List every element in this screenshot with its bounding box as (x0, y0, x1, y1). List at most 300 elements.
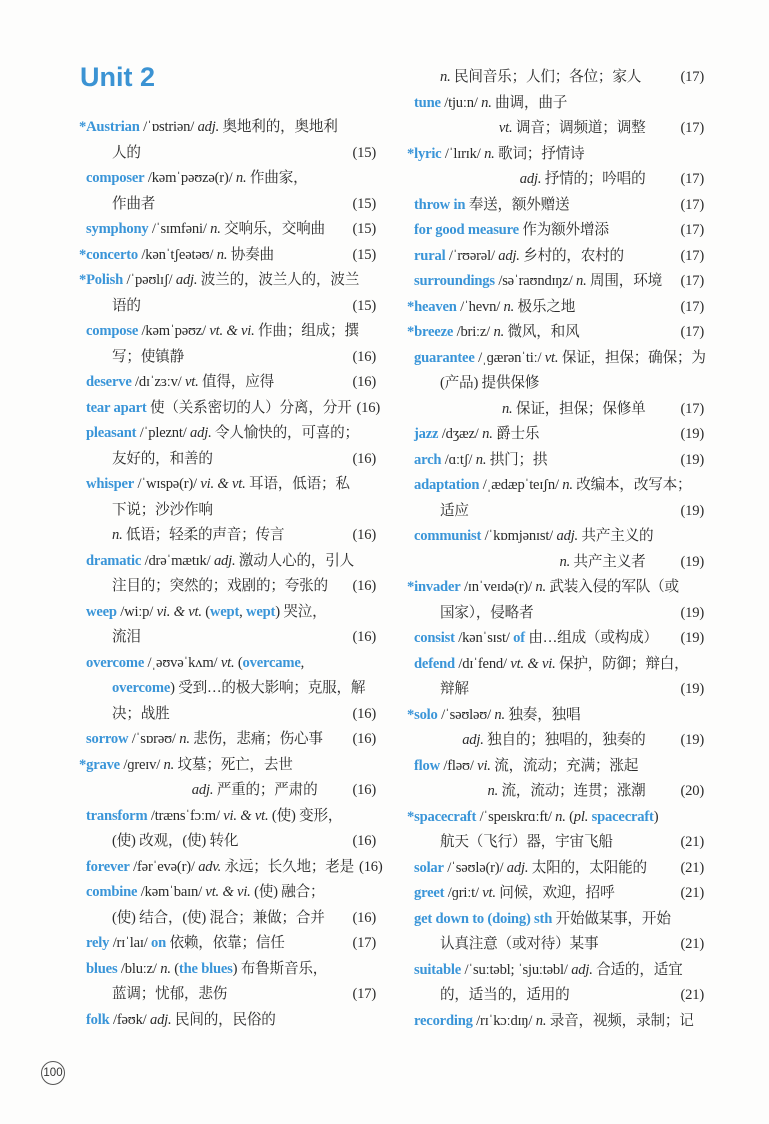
entry-continuation-line (414, 779, 704, 805)
definition-text: 写；使镇静 (112, 348, 184, 365)
entry-line (407, 320, 704, 346)
page-reference: (19) (680, 630, 704, 646)
entry-line (86, 600, 376, 626)
definition-text: 的，适当的，适用的 (440, 987, 570, 1003)
entry-continuation-line (414, 116, 704, 142)
entry-text (414, 958, 683, 984)
definition-text: /ˈlɪrɪk/ (441, 145, 485, 162)
page-reference: (17) (680, 247, 704, 264)
page-reference: (16) (352, 782, 376, 798)
headword: of (513, 630, 525, 646)
part-of-speech: n. (562, 477, 573, 493)
definition-text: /ˈkɒmjənɪst/ (481, 528, 557, 544)
headword: overcome (86, 654, 145, 671)
page-reference: (15) (352, 246, 376, 263)
headword: sorrow (86, 731, 129, 747)
entry-continuation-line (414, 728, 704, 754)
entry-text (414, 193, 569, 219)
definition-text: /kəmˈbaɪn/ (137, 884, 206, 900)
part-of-speech: n. (484, 145, 495, 162)
entry-text (440, 932, 598, 958)
entry-text (112, 702, 170, 728)
part-of-speech: vt. (482, 885, 496, 901)
definition-text: 耳语，低语；私 (245, 476, 350, 492)
page-reference: (19) (680, 502, 704, 519)
entry-continuation-line (86, 829, 376, 855)
page-reference: (16) (352, 909, 376, 926)
page-reference: (17) (352, 935, 376, 951)
page-number: 100 (41, 1061, 65, 1085)
definition-text: 共产主义者 (570, 553, 646, 570)
entry-text (440, 65, 641, 91)
entry-line (79, 115, 376, 141)
definition-text: /rɪˈlaɪ/ (109, 935, 152, 951)
definition-text: 独奏，独唱 (504, 706, 581, 723)
headword: rely (86, 935, 110, 951)
definition-text: /ˈsɒrəʊ/ (128, 731, 180, 747)
entry-line (86, 396, 381, 422)
definition-text: /tjuːn/ (440, 94, 482, 111)
definition-text: ( (201, 603, 210, 620)
entry-text (407, 805, 659, 831)
entry-text (112, 906, 325, 932)
entry-text (112, 345, 184, 371)
entry-continuation-line (414, 983, 704, 1009)
part-of-speech: adj. (213, 552, 236, 569)
definition-text: 交响乐，交响曲 (220, 221, 325, 237)
page-reference: (16) (352, 731, 376, 747)
page-reference: (16) (352, 629, 376, 645)
definition-text: 周围，环境 (586, 273, 662, 289)
entry-continuation-line (414, 167, 704, 193)
entry-text (488, 779, 646, 805)
page-reference: (21) (680, 885, 704, 901)
definition-text: 坟墓；死亡，去世 (174, 756, 293, 773)
definition-text: 独自的；独唱的，独奏的 (483, 732, 646, 748)
part-of-speech: vt. (498, 120, 513, 136)
page-reference: (19) (680, 604, 704, 621)
page-reference: (17) (680, 120, 704, 136)
part-of-speech: n. (555, 808, 566, 825)
definition-text: /ɡriːt/ (444, 885, 483, 901)
page-reference: (17) (680, 171, 704, 187)
part-of-speech: adj. (197, 119, 220, 135)
entry-continuation-line (86, 982, 376, 1008)
entry-line (414, 958, 704, 984)
definition-text: /ɑːtʃ/ (441, 451, 476, 468)
headword: arch (414, 451, 442, 468)
page-reference: (16) (352, 527, 376, 543)
part-of-speech: n. (576, 273, 587, 289)
entry-text (414, 346, 706, 372)
headword: *concerto (79, 246, 138, 263)
definition-text: 依赖，依靠；信任 (166, 935, 285, 951)
part-of-speech: adj. (149, 1011, 172, 1028)
entry-text (407, 703, 581, 729)
part-of-speech: adj. (519, 171, 542, 187)
entry-text (86, 727, 323, 753)
part-of-speech: vi. & vt. (200, 476, 246, 492)
entry-text (414, 269, 662, 295)
definition-text: /ˈhevn/ (456, 298, 504, 315)
entry-text (407, 142, 585, 168)
entry-text (440, 601, 533, 627)
entry-line (407, 295, 704, 321)
definition-text: /ˈspeɪskrɑːft/ (476, 808, 556, 825)
entry-continuation-line (414, 677, 704, 703)
definition-text: 录音，视频，录制；记 (546, 1012, 694, 1029)
headword: get down to (doing) sth (414, 910, 553, 927)
headword: adaptation (414, 477, 480, 493)
part-of-speech: n. (216, 246, 228, 263)
entry-text (414, 218, 609, 244)
definition-text: 使（关系密切的人）分离，分开 (146, 399, 352, 416)
entry-text (86, 880, 324, 906)
headword: *lyric (407, 145, 442, 162)
entry-line (86, 804, 376, 830)
entry-text (86, 217, 325, 243)
entry-line (414, 881, 704, 907)
definition-text: 奉送，额外赠送 (465, 196, 570, 213)
entry-text (414, 881, 614, 907)
headword: wept (246, 603, 276, 620)
entry-text (79, 115, 338, 141)
definition-text: /ˈsuːtəbl; ˈsjuːtəbl/ (461, 961, 572, 978)
entry-line (414, 244, 704, 270)
definition-text: 流，流动；连贯；涨潮 (498, 783, 646, 799)
definition-text: 决；战胜 (112, 705, 170, 722)
part-of-speech: n. (481, 94, 492, 111)
page-reference: (16) (352, 833, 376, 849)
definition-text: /ˈsəʊlə(r)/ (443, 859, 507, 876)
entry-text (86, 472, 350, 498)
entry-text (414, 1009, 694, 1035)
entry-continuation-line (86, 141, 376, 167)
entry-continuation-line (86, 625, 376, 651)
entry-line (414, 91, 704, 117)
headword: suitable (414, 961, 462, 978)
definition-text: /fəʊk/ (109, 1011, 150, 1028)
part-of-speech: adj. (191, 782, 214, 798)
entry-text (414, 422, 539, 448)
entry-line (407, 575, 704, 601)
definition-text: /dʒæz/ (438, 426, 483, 442)
headword: *Austrian (79, 119, 140, 135)
definition-text: 保护，防御；辩白， (555, 655, 689, 672)
entry-continuation-line (414, 499, 704, 525)
entry-line (414, 422, 704, 448)
definition-text: 乡村的，农村的 (519, 247, 624, 264)
entry-text (86, 319, 359, 345)
definition-text: 友好的，和善的 (112, 450, 213, 467)
entry-line (414, 448, 704, 474)
page-reference: (21) (680, 834, 704, 850)
definition-text: 作曲；组成；撰 (254, 323, 359, 339)
part-of-speech: n. (475, 451, 487, 468)
entry-text (86, 651, 304, 677)
entry-continuation-line (414, 397, 704, 423)
entry-text (79, 753, 293, 779)
definition-text: /ˌɡærənˈtiː/ (474, 349, 545, 366)
definition-text: 作曲家， (246, 170, 308, 186)
part-of-speech: n. (112, 527, 123, 543)
entry-text (112, 625, 141, 651)
part-of-speech: n. (160, 960, 171, 977)
page-reference: (19) (680, 681, 704, 697)
headword: recording (414, 1012, 473, 1029)
entry-continuation-line (86, 498, 376, 524)
definition-text: 严重的；严肃的 (213, 782, 318, 798)
definition-text: /ˈwɪspə(r)/ (134, 476, 201, 492)
headword: consist (414, 630, 455, 646)
definition-text: 蓝调；忧郁，悲伤 (112, 986, 228, 1002)
definition-text: ) 哭泣， (275, 603, 327, 620)
entry-text (86, 396, 352, 422)
entry-text (414, 448, 547, 474)
headword: dramatic (86, 552, 142, 569)
entry-text (86, 549, 354, 575)
entry-continuation-line (414, 371, 704, 397)
part-of-speech: n. (210, 221, 221, 237)
headword: combine (86, 884, 138, 900)
headword: throw in (414, 196, 466, 213)
definition-text: 歌词；抒情诗 (494, 145, 585, 162)
part-of-speech: vt. (544, 349, 559, 366)
headword: spacecraft (591, 808, 654, 825)
headword: deserve (86, 374, 132, 390)
headword: solar (414, 859, 444, 876)
headword: *invader (407, 579, 461, 595)
definition-text: /drəˈmætɪk/ (141, 552, 214, 569)
entry-text (79, 268, 360, 294)
entry-line (86, 217, 376, 243)
entry-text (112, 192, 155, 218)
definition-text: ) 布鲁斯音乐， (232, 960, 328, 977)
entry-text (407, 320, 580, 346)
headword: guarantee (414, 349, 475, 366)
headword: wept (209, 603, 240, 620)
page-reference: (16) (352, 578, 376, 594)
definition-text: 令人愉快的，可喜的； (211, 425, 359, 441)
definition-text: /kənˈsɪst/ (454, 630, 514, 646)
definition-text: ) (653, 808, 659, 825)
page-reference: (15) (352, 221, 376, 237)
headword: weep (86, 603, 117, 620)
entry-text (414, 907, 671, 933)
entry-continuation-line (86, 702, 376, 728)
headword: communist (414, 528, 482, 544)
part-of-speech: n. (559, 553, 571, 570)
definition-text: 协奏曲 (227, 246, 274, 263)
definition-text: ( (565, 808, 574, 825)
entry-line (79, 268, 376, 294)
headword: for good measure (414, 222, 519, 238)
headword: whisper (86, 476, 135, 492)
part-of-speech: vt. & vi. (209, 323, 255, 339)
entry-continuation-line (414, 601, 704, 627)
part-of-speech: adj. (571, 961, 593, 978)
definition-text: 奥地利的，奥地利 (219, 119, 338, 135)
definition-text: /ɪnˈveɪdə(r)/ (460, 579, 536, 595)
entry-text (414, 473, 691, 499)
entry-text (414, 652, 689, 678)
definition-text: /ˈrʊərəl/ (445, 247, 499, 264)
headword: pleasant (86, 425, 137, 441)
definition-text: 保证，担保；保修单 (512, 400, 646, 417)
entry-text (440, 499, 469, 525)
definition-text: /ˌəʊvəˈkʌm/ (144, 654, 221, 671)
entry-line (86, 727, 376, 753)
part-of-speech: adj. (462, 732, 484, 748)
definition-text: 曲调，曲子 (491, 94, 568, 111)
entry-continuation-line (86, 906, 376, 932)
page-reference: (17) (680, 69, 704, 85)
entry-line (86, 549, 376, 575)
page-reference: (15) (352, 144, 376, 161)
definition-text: 人的 (112, 144, 141, 161)
page-reference: (16) (352, 374, 376, 390)
entry-line (414, 193, 704, 219)
entry-line (414, 346, 704, 372)
page-reference: (15) (352, 195, 376, 212)
entry-continuation-line (86, 447, 376, 473)
headword: overcame (242, 654, 301, 671)
page-reference: (16) (352, 348, 376, 365)
entry-text (86, 370, 274, 396)
entry-text (86, 957, 327, 983)
entry-continuation-line (86, 192, 376, 218)
page-reference: (21) (680, 936, 704, 952)
part-of-speech: n. (493, 324, 505, 340)
unit-title: Unit 2 (80, 62, 156, 92)
definition-text: , (300, 654, 305, 671)
definition-text: (使) 结合，(使) 混合；兼做；合并 (112, 909, 325, 926)
entry-text (502, 397, 646, 423)
entry-text (462, 728, 645, 754)
part-of-speech: n. (503, 298, 515, 315)
definition-text: 永远；长久地；老是 (221, 858, 355, 875)
definition-text: /ɡreɪv/ (119, 756, 164, 773)
entry-text (192, 778, 318, 804)
part-of-speech: adj. (190, 425, 212, 441)
definition-text: 激动人心的，引人 (235, 552, 355, 569)
headword: on (151, 935, 167, 951)
headword: *solo (407, 706, 438, 723)
headword: surroundings (414, 273, 495, 289)
headword: composer (86, 170, 145, 186)
definition-text: 注目的；突然的；戏剧的；夸张的 (112, 578, 328, 594)
headword: greet (414, 885, 445, 901)
page-reference: (17) (680, 196, 704, 213)
headword: the blues (178, 960, 233, 977)
part-of-speech: n. (163, 756, 175, 773)
definition-text: 作为额外增添 (518, 222, 609, 238)
part-of-speech: n. (482, 426, 493, 442)
entry-text (112, 676, 365, 702)
entry-text (560, 550, 646, 576)
entry-text (414, 856, 647, 882)
entry-line (407, 703, 704, 729)
definition-text: 低语；轻柔的声音；传言 (122, 527, 285, 543)
headword: *breeze (407, 324, 454, 340)
entry-continuation-line (414, 550, 704, 576)
definition-text: /səˈraʊndɪŋz/ (494, 273, 577, 289)
entry-continuation-line (414, 830, 704, 856)
entry-text (112, 447, 213, 473)
entry-text (414, 244, 624, 270)
definition-text: 武装入侵的军队（或 (545, 579, 679, 595)
entry-text (112, 141, 141, 167)
entry-continuation-line (86, 574, 376, 600)
entry-line (79, 243, 376, 269)
entry-line (86, 931, 376, 957)
definition-text: 极乐之地 (514, 298, 576, 315)
definition-text: /fləʊ/ (439, 757, 478, 774)
definition-text: 拱门；拱 (486, 451, 548, 468)
definition-text: /rɪˈkɔːdɪŋ/ (472, 1012, 536, 1029)
entry-line (86, 855, 383, 881)
part-of-speech: vt. & vi. (205, 884, 251, 900)
headword: *heaven (407, 298, 457, 315)
entry-continuation-line (414, 65, 704, 91)
definition-text: 太阳的，太阳能的 (528, 859, 647, 876)
entry-text (112, 523, 284, 549)
page-reference: (16) (359, 858, 383, 875)
page-reference: (21) (680, 987, 704, 1003)
entry-line (86, 166, 376, 192)
part-of-speech: vt. (184, 374, 199, 390)
entry-text (414, 524, 653, 550)
definition-text: 认真注意（或对待）某事 (440, 936, 599, 952)
headword: rural (414, 247, 446, 264)
definition-text: /ˈsɪmfəni/ (148, 221, 211, 237)
part-of-speech: n. (494, 706, 505, 723)
part-of-speech: n. (535, 1012, 547, 1029)
page-reference: (17) (680, 222, 704, 238)
entry-line (414, 473, 704, 499)
definition-text: 国家），侵略者 (440, 604, 534, 621)
entry-text (414, 754, 638, 780)
entry-line (86, 880, 376, 906)
entry-text (520, 167, 646, 193)
definition-text: (使) 改观，(使) 转化 (112, 833, 239, 849)
entry-line (86, 319, 376, 345)
entry-text (112, 982, 227, 1008)
definition-text: 爵士乐 (492, 426, 540, 442)
part-of-speech: adj. (498, 247, 520, 264)
entry-text (112, 294, 141, 320)
definition-text: 作曲者 (112, 195, 156, 212)
definition-text: , (239, 603, 247, 620)
headword: compose (86, 323, 139, 339)
page-reference: (19) (680, 426, 704, 442)
definition-text: 悲伤，悲痛；伤心事 (189, 731, 323, 747)
entry-line (86, 1008, 376, 1034)
entry-line (86, 370, 376, 396)
page-reference: (16) (356, 399, 381, 416)
entry-line (414, 1009, 704, 1035)
definition-text: 适应 (440, 502, 469, 519)
headword: tear apart (86, 399, 147, 416)
entry-text (440, 830, 613, 856)
definition-text: /kənˈtʃeətəʊ/ (137, 246, 217, 263)
part-of-speech: adv. (198, 858, 222, 875)
definition-text: 语的 (112, 297, 141, 314)
definition-text: 民间的，民俗的 (171, 1011, 276, 1028)
entry-line (414, 652, 704, 678)
definition-text: 开始做某事，开始 (552, 910, 671, 927)
part-of-speech: adj. (175, 272, 198, 288)
